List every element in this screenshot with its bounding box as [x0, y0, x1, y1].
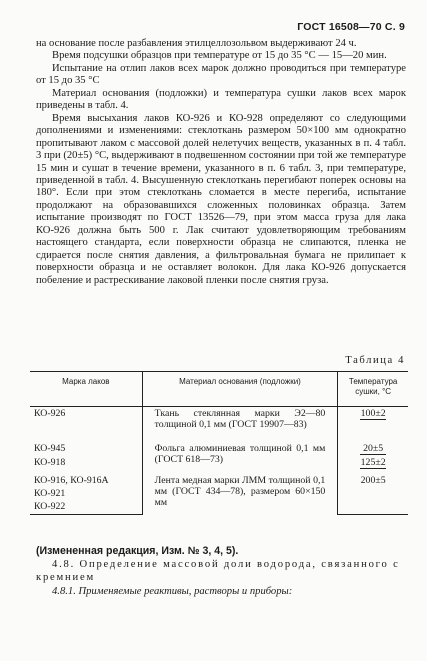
table-header-row [30, 372, 408, 407]
cell-mark: КО-916, КО-916А [34, 475, 109, 486]
cell-temp: 200±5 [338, 470, 408, 487]
cell-mark: КО-926 [34, 408, 66, 419]
table-row [30, 431, 408, 456]
page-header: ГОСТ 16508—70 С. 9 [297, 21, 405, 33]
table-caption: Таблица 4 [345, 355, 405, 366]
cell-mark: КО-922 [30, 500, 142, 515]
cell-base: Ткань стеклянная марки Э2—80 толщиной 0,1 мм (ГОСТ 19907—83) [142, 407, 338, 432]
body-text [36, 38, 406, 287]
paragraph: Испытание на отлип лаков всех марок должно проводиться при температуре от 15 до 35 °С [36, 62, 406, 87]
amendment-note: (Измененная редакция, Изм. № 3, 4, 5). [36, 545, 239, 557]
cell-mark: КО-918 [34, 457, 66, 468]
column-header-base: Материал основания (подложки) [142, 372, 338, 407]
table-row [30, 407, 408, 432]
cell-temp: 100±2 [360, 408, 386, 419]
paragraph: на основание после разбавления этилцеллозольвом выдерживают 24 ч. [36, 38, 357, 49]
table-4 [30, 371, 408, 515]
cell-base: Лента медная марки ЛММ толщиной 0,1 мм (ГОСТ 434—78), размером 60×150 мм [142, 470, 338, 515]
paragraph: Время подсушки образцов при температуре от 15 до 35 °С — 15—20 мин. [52, 50, 387, 62]
cell-mark: КО-945 [34, 443, 66, 454]
cell-base: Фольга алюминиевая толщиной 0,1 мм (ГОСТ 618—73) [142, 431, 338, 470]
cell-temp: 20±5 [360, 443, 386, 455]
column-header-temp: Температура сушки, °С [338, 372, 408, 407]
column-header-mark: Марка лаков [30, 372, 142, 407]
table-row [30, 470, 408, 487]
paragraph: Материал основания (подложки) и температура сушки лаков всех марок приведены в табл. 4. [36, 87, 406, 112]
paragraph: Время высыхания лаков КО-926 и КО-928 определяют со следующими дополнениями и изменениями: стеклоткань размером 50×100 мм однократно пропитывают лаком с массовой долей нелетучих веществ, указанных в п. 4 табл. 3 при (20±5) °С, выдерживают в подвешенном состоянии при той же температуре 15 мин и сушат в течение времени, указанного в п. 6 табл. 3, при температуре, приведенной в табл. 4. Высушенную стеклоткань перегибают поперек основы на 180°. Если при этом стеклоткань сломается в месте перегиба, испытание продолжают на образовавшихся сложенных половинках образца. Затем испытание производят по ГОСТ 13526—79, при этом масса груза для лака КО-926 должна быть 500 г. Лак считают удовлетворяющим требованиям настоящего стандарта, если поверхности образца не слипаются, пленка не сдирается после снятия давления, а фильтровальная бумага не прилипает к поверхности образца и не оставляет волокон. Для лака КО-926 допускается побеление и растрескивание лаковой пленки после снятия груза. [36, 112, 406, 286]
section-4-8-heading: 4.8. Определение массовой доли водорода, связанного с кремнием [36, 559, 400, 584]
following-text [36, 545, 406, 598]
cell-mark: КО-921 [34, 488, 66, 499]
section-4-8-1: 4.8.1. Применяемые реактивы, растворы и приборы: [52, 585, 293, 597]
cell-temp: 125±2 [360, 457, 386, 468]
